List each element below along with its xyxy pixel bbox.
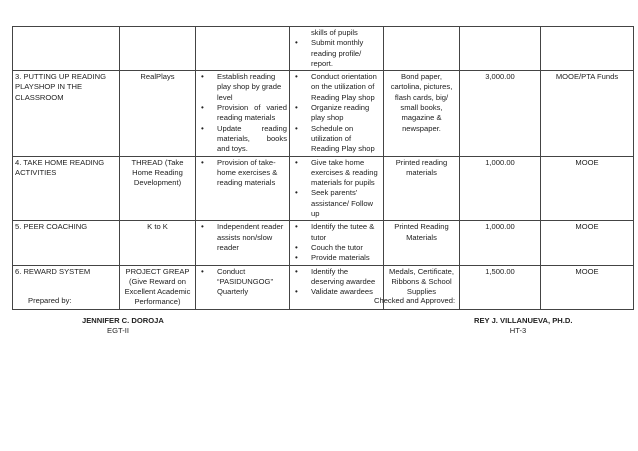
action-plan-table [12,26,634,310]
tasks-cell [290,27,384,71]
tasks-cell [290,71,384,156]
objective-item: • Update reading materials, books and toys. [198,124,287,155]
budget-cell [460,27,541,71]
preparer-title: EGT-II [107,326,129,335]
objectives-cell [196,156,290,221]
objective-item: • Independent reader assists non/slow reader [198,222,287,253]
activity-cell [13,27,120,71]
checked-approved-label: Checked and Approved: [374,296,456,305]
resources-cell: Medals, Certificate, Ribbons & School Supplies [384,265,460,309]
objective-item: • Establish reading play shop by grade level [198,72,287,103]
resources-cell [384,27,460,71]
source-cell: MOOE [541,156,634,221]
budget-cell: 1,000.00 [460,156,541,221]
source-cell: MOOE [541,265,634,309]
resources-cell: Bond paper, cartolina, pictures, flash cards, big/ small books, magazine & newspaper. [384,71,460,156]
table-row [13,265,634,309]
activity-cell: 4. TAKE HOME READING ACTIVITIES [13,156,120,221]
objective-item: • Conduct “PASIDUNGOG” Quarterly [198,267,287,298]
task-item: • Organize reading play shop [292,103,381,124]
task-item: • Seek parents’ assistance/ Follow up [292,188,381,219]
resources-cell: Printed reading materials [384,156,460,221]
table-row [13,156,634,221]
objectives-cell [196,265,290,309]
strategy-cell: THREAD (Take Home Reading Development) [120,156,196,221]
task-item: • Identify the deserving awardee [292,267,381,288]
task-item: • Provide materials [292,253,381,263]
task-item: • Submit monthly reading profile/ report. [292,38,381,69]
strategy-cell: RealPlays [120,71,196,156]
task-item: • Validate awardees [292,287,381,297]
strategy-cell: K to K [120,221,196,265]
approver-name: REY J. VILLANUEVA, PH.D. [474,316,573,325]
preparer-name: JENNIFER C. DOROJA [82,316,164,325]
table-row [13,27,634,71]
table-row [13,221,634,265]
budget-cell: 1,500.00 [460,265,541,309]
tasks-cell [290,221,384,265]
prepared-by-label: Prepared by: [28,296,72,305]
task-item: • Give take home exercises & reading materials for pupils [292,158,381,189]
task-item: skills of pupils [311,28,358,37]
activity-cell: 3. PUTTING UP READING PLAYSHOP IN THE CLASSROOM [13,71,120,156]
budget-cell: 1,000.00 [460,221,541,265]
objective-item: • Provision of varied reading materials [198,103,287,124]
objectives-cell [196,71,290,156]
source-cell: MOOE/PTA Funds [541,71,634,156]
resources-cell: Printed Reading Materials [384,221,460,265]
objectives-cell [196,221,290,265]
task-item: • Schedule on utilization of Reading Play shop [292,124,381,155]
strategy-cell: PROJECT GREAP (Give Reward on Excellent Academic Performance) [120,265,196,309]
approver-title: HT-3 [509,326,527,335]
table-row [13,71,634,156]
task-item: • Couch the tutor [292,243,381,253]
tasks-cell [290,156,384,221]
source-cell: MOOE [541,221,634,265]
activity-cell: 6. REWARD SYSTEM [13,265,120,309]
objective-item: • Provision of take-home exercises & reading materials [198,158,287,189]
task-item: • Identify the tutee & tutor [292,222,381,243]
task-item: • Conduct orientation on the utilization of Reading Play shop [292,72,381,103]
strategy-cell [120,27,196,71]
activity-cell: 5. PEER COACHING [13,221,120,265]
source-cell [541,27,634,71]
objectives-cell [196,27,290,71]
tasks-cell [290,265,384,309]
budget-cell: 3,000.00 [460,71,541,156]
